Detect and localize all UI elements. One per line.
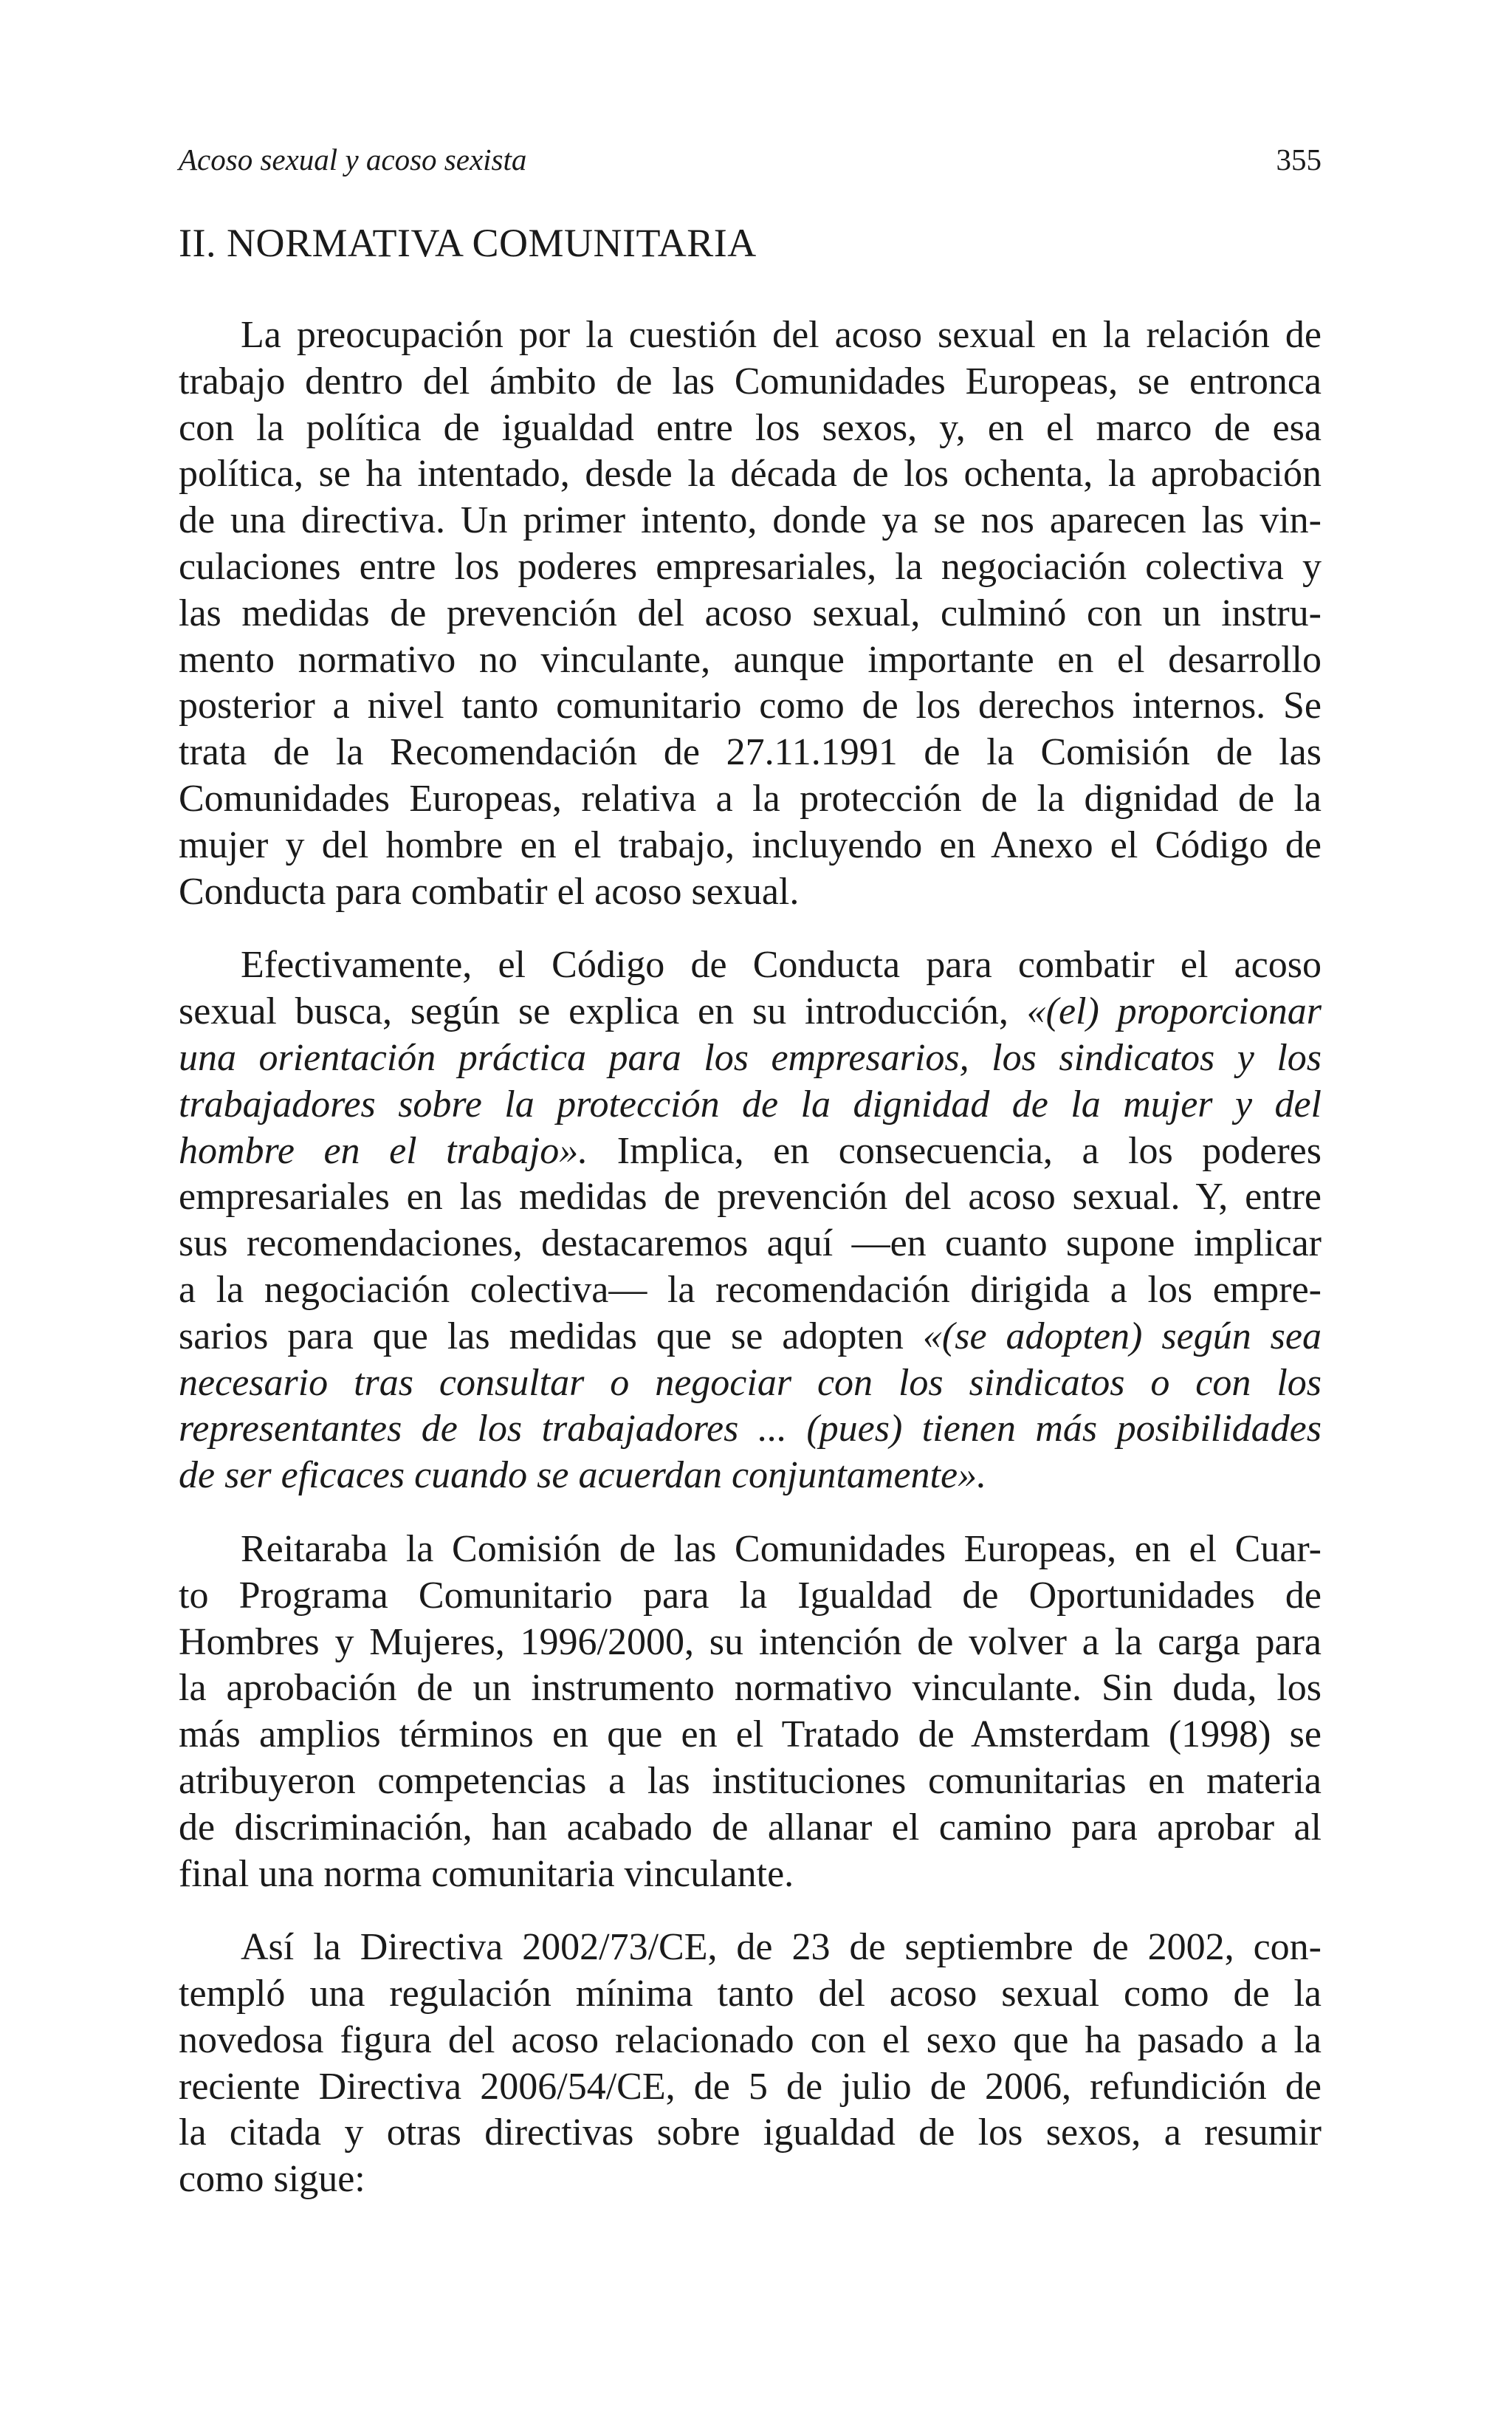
quote-line: representantes de los trabajadores ... (pues) tienen más posibilidades	[179, 1408, 1322, 1450]
section-heading: II. NORMATIVA COMUNITARIA	[179, 221, 757, 265]
running-header	[179, 137, 1322, 182]
text-line: mujer y del hombre en el trabajo, incluyendo en Anexo el Código de	[179, 823, 1322, 866]
text-line	[179, 1128, 1322, 1175]
text-line: mento normativo no vinculante, aunque importante en el desarrollo	[179, 638, 1322, 681]
text-line: la citada y otras directivas sobre igualdad de los sexos, a resumir	[179, 2111, 1322, 2154]
text-line: atribuyeron competencias a las instituciones comunitarias en materia	[179, 1759, 1322, 1802]
text-line: la aprobación de un instrumento normativo vinculante. Sin duda, los	[179, 1667, 1322, 1710]
text-line: posterior a nivel tanto comunitario como de los derechos internos. Se	[179, 685, 1322, 727]
paragraph-4	[179, 1925, 1322, 2203]
paragraph-3	[179, 1527, 1322, 1897]
text-line: política, se ha intentado, desde la década de los ochenta, la aprobación	[179, 453, 1322, 496]
text-line: con la política de igualdad entre los sexos, y, en el marco de esa	[179, 406, 1322, 449]
text-segment: sarios para que las medidas que se adopten	[179, 1315, 923, 1357]
body-text	[179, 312, 1322, 2203]
paragraph-1	[179, 312, 1322, 915]
text-line: Así la Directiva 2002/73/CE, de 23 de septiembre de 2002, con-	[241, 1926, 1322, 1969]
text-line	[179, 1314, 1322, 1360]
quote-segment: hombre en el trabajo».	[179, 1129, 588, 1172]
text-line: Conducta para combatir el acoso sexual.	[179, 870, 800, 913]
text-line: final una norma comunitaria vinculante.	[179, 1852, 794, 1895]
quote-segment: «(el) proporcionar	[1026, 990, 1322, 1033]
text-line: to Programa Comunitario para la Igualdad de Oportunidades de	[179, 1574, 1322, 1617]
text-line: a la negociación colectiva— la recomendación dirigida a los empre-	[179, 1268, 1322, 1311]
paragraph-2	[179, 942, 1322, 1499]
text-line: La preocupación por la cuestión del acoso sexual en la relación de	[241, 314, 1322, 356]
running-title: Acoso sexual y acoso sexista	[179, 143, 527, 177]
text-line: Comunidades Europeas, relativa a la protección de la dignidad de la	[179, 777, 1322, 820]
text-line: Efectivamente, el Código de Conducta para combatir el acoso	[241, 944, 1322, 987]
text-line: de una directiva. Un primer intento, donde ya se nos aparecen las vin-	[179, 499, 1322, 542]
quote-line: una orientación práctica para los empresarios, los sindicatos y los	[179, 1036, 1322, 1079]
text-line	[179, 989, 1322, 1035]
text-line: como sigue:	[179, 2158, 365, 2201]
text-line: sus recomendaciones, destacaremos aquí —en cuanto supone implicar	[179, 1222, 1322, 1265]
page-number: 355	[1276, 143, 1322, 177]
text-line: de discriminación, han acabado de allanar el camino para aprobar al	[179, 1806, 1322, 1849]
text-line: templó una regulación mínima tanto del acoso sexual como de la	[179, 1973, 1322, 2015]
text-segment: sexual busca, según se explica en su introducción,	[179, 990, 1027, 1033]
text-line: trabajo dentro del ámbito de las Comunidades Europeas, se entronca	[179, 360, 1322, 402]
text-segment: Implica, en consecuencia, a los poderes	[588, 1129, 1322, 1172]
text-line: las medidas de prevención del acoso sexual, culminó con un instru-	[179, 592, 1322, 634]
text-line: novedosa figura del acoso relacionado con el sexo que ha pasado a la	[179, 2018, 1322, 2061]
text-line: más amplios términos en que en el Tratado de Amsterdam (1998) se	[179, 1713, 1322, 1756]
text-line: trata de la Recomendación de 27.11.1991 de la Comisión de las	[179, 731, 1322, 774]
text-line: reciente Directiva 2006/54/CE, de 5 de julio de 2006, refundición de	[179, 2065, 1322, 2108]
quote-segment: «(se adopten) según sea	[922, 1315, 1322, 1357]
quote-line: necesario tras consultar o negociar con los sindicatos o con los	[179, 1361, 1322, 1404]
text-line: culaciones entre los poderes empresariales, la negociación colectiva y	[179, 545, 1322, 588]
quote-line: de ser eficaces cuando se acuerdan conjuntamente».	[179, 1454, 987, 1497]
text-line: Reitaraba la Comisión de las Comunidades Europeas, en el Cuar-	[241, 1527, 1322, 1570]
quote-line: trabajadores sobre la protección de la dignidad de la mujer y del	[179, 1083, 1322, 1126]
text-line: empresariales en las medidas de prevención del acoso sexual. Y, entre	[179, 1176, 1322, 1219]
text-line: Hombres y Mujeres, 1996/2000, su intención de volver a la carga para	[179, 1620, 1322, 1663]
